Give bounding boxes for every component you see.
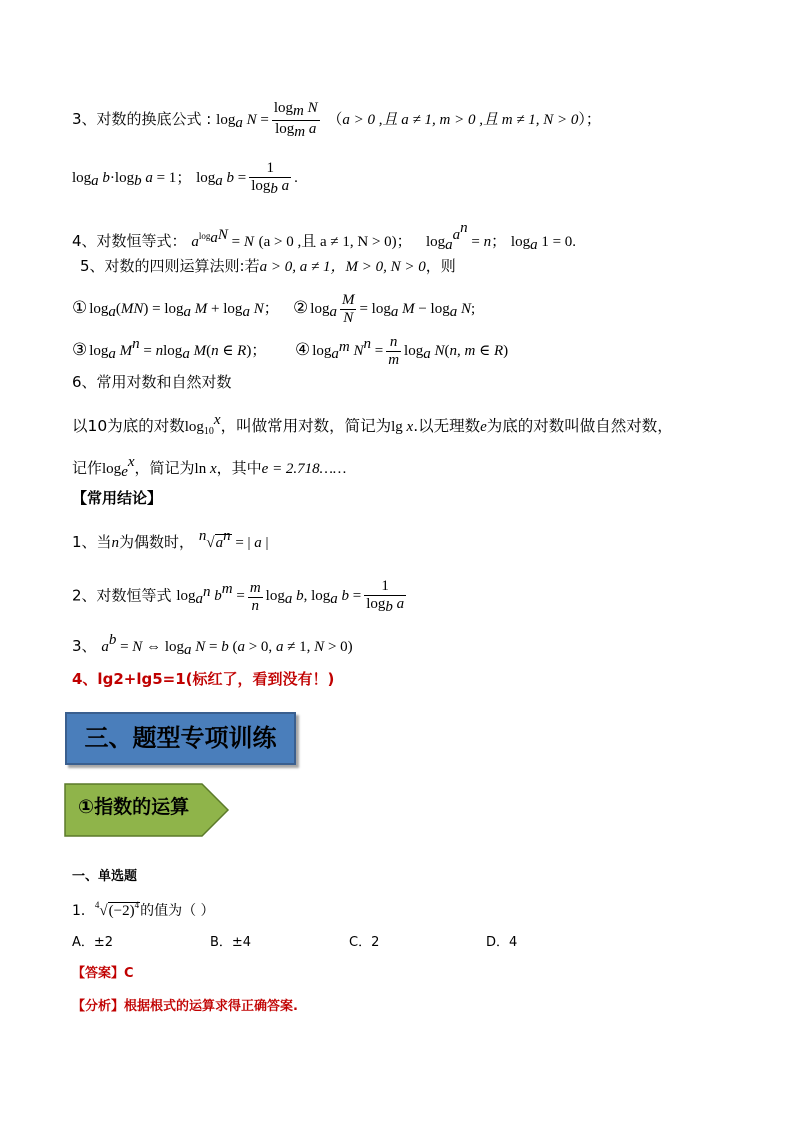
section-title: ①指数的运算 (78, 796, 190, 818)
answer-line (72, 965, 134, 983)
rule-5-items-3-4 (72, 334, 508, 369)
rule-5-tail: ，则 (425, 257, 456, 275)
formula-log-identity: $a^{log_aN} = N$ (191, 227, 254, 250)
conclusion-1-label: 1、当 (72, 533, 112, 551)
rule-3-condition: a > 0 ,且 a ≠ 1, m > 0 ,且 m ≠ 1, N > 0 (342, 111, 579, 128)
circled-two: ② (293, 297, 309, 318)
analysis-label: 【分析】 (72, 999, 125, 1014)
rule-4-identity (72, 218, 576, 255)
formula-lnx: ln x (194, 461, 217, 477)
formula-base-power-rule: $\log_{a^m} N^n$ = $\frac{n}{m}$ $\log_a N(n$, m ∈ R) (312, 334, 509, 369)
rule-3-label: 3、对数的换底公式 : (72, 109, 212, 128)
conclusion-3-label: 3、 (72, 637, 97, 655)
answer-value: C (124, 966, 134, 981)
conclusion-1 (72, 526, 269, 553)
question-1-text: 的值为（ ） (140, 903, 215, 919)
formula-loge: $\log_e^x$ (102, 454, 135, 480)
rule-5-label: 5、对数的四则运算法则:若 (80, 257, 260, 275)
question-type-heading: 一、单选题 (72, 869, 138, 884)
conclusion-3 (72, 630, 353, 660)
formula-power-base-identity: $\log_{a^n} b^m$ = $\frac{m}{n}$ $\log_a b$, $\log_a b$ = $\frac{1}{\log_b a}$ (176, 578, 405, 615)
e-value: e = 2.718…… (261, 461, 347, 477)
rule-3-cond-close: ）； (578, 109, 601, 128)
formula-lgx: lg x (391, 419, 414, 435)
rule-6-text-f: ，简记为 (134, 459, 195, 477)
symbol-e: e (480, 419, 487, 435)
separator: ； (176, 168, 192, 187)
formula-log-one: $\log_a 1 = 0$. (510, 234, 577, 253)
rule-6-natural-log (72, 452, 346, 482)
rule-6-text-e: 记作 (72, 459, 103, 477)
section-banner: 三、题型专项训练 (65, 712, 296, 765)
rule-6-text-g: ，其中 (216, 459, 262, 477)
question-1-number: 1． (72, 903, 95, 919)
formula-fourth-root: $^4√(-2)^4$ (94, 900, 140, 919)
rule-6-title: 6、常用对数和自然对数 (72, 373, 232, 391)
rule-5-intro (80, 256, 456, 277)
rule-6-text-d: 为底的对数叫做自然对数， (486, 417, 673, 435)
option-d[interactable]: D．4 (486, 935, 518, 950)
option-a[interactable]: A．±2 (72, 935, 114, 950)
rule-6-common-log (72, 410, 673, 442)
circled-one: ① (72, 297, 88, 318)
rule-6-text-a: 以10为底的对数 (72, 417, 185, 435)
analysis-line (72, 998, 298, 1016)
question-1 (72, 896, 215, 920)
conclusions-heading: 【常用结论】 (72, 489, 163, 507)
rule-6-text-c: .以无理数 (413, 417, 481, 435)
formula-exp-log-equivalence: $a^b = N$ ⇔ $\log_a N = b$ (a > 0, a ≠ 1, N > 0) (101, 632, 353, 658)
rule-4-label: 4、对数恒等式： (72, 232, 187, 250)
rule-5-condition: a > 0, a ≠ 1，M > 0, N > 0 (259, 259, 426, 275)
circled-three: ③ (72, 340, 88, 360)
formula-log-power-identity: $\log_a^{a^n} = n$ (425, 220, 492, 253)
conclusion-4 (72, 669, 334, 689)
formula-reciprocal-product: $\log_a b\cdot\log_b$ a = 1 (72, 170, 177, 190)
rule-3-cond-open: （ (327, 109, 343, 128)
circled-four: ④ (294, 340, 311, 360)
formula-reciprocal: $\log_a b$ = $\frac{1}{\log_b a}$ . (196, 160, 298, 197)
separator: ； (491, 232, 507, 250)
formula-quotient-rule: $\log_a$ $\frac{M}{N}$ = $\log_a M - \log_a N$; (310, 292, 476, 326)
rule-3-corollary (72, 160, 298, 198)
formula-change-of-base: $\log_a N$ = $\frac{\log_m N}{\log_m a}$ (216, 100, 318, 140)
formula-even-root: $^n√a^n$ = | a | (198, 528, 269, 551)
formula-log10: $\log_{10}^x$ (184, 412, 221, 437)
rule-5-items-1-2 (72, 292, 475, 327)
symbol-n: n (111, 535, 120, 551)
conclusion-2 (72, 578, 409, 616)
conclusion-1-mid: 为偶数时， (119, 533, 195, 551)
rule-6-text-b: ，叫做常用对数，简记为 (220, 417, 392, 435)
rule-4-condition: (a > 0 ,且 a ≠ 1, N > 0)； (258, 234, 412, 250)
formula-product-rule: $\log_a(MN) = \log_a M + \log_a N$； (89, 300, 279, 320)
option-c[interactable]: C．2 (349, 935, 380, 950)
option-b[interactable]: B．±4 (210, 935, 252, 950)
rule-3-change-of-base (72, 100, 601, 141)
conclusion-2-label: 2、对数恒等式 (72, 586, 172, 605)
answer-label: 【答案】 (72, 966, 125, 981)
formula-power-rule: $\log_a M^n = nlog_a$ M(n ∈ R)； (89, 336, 267, 362)
analysis-text: 根据根式的运算求得正确答案. (124, 999, 298, 1014)
conclusion-4-highlight: 4、lg2+lg5=1(标红了，看到没有！) (72, 670, 335, 688)
